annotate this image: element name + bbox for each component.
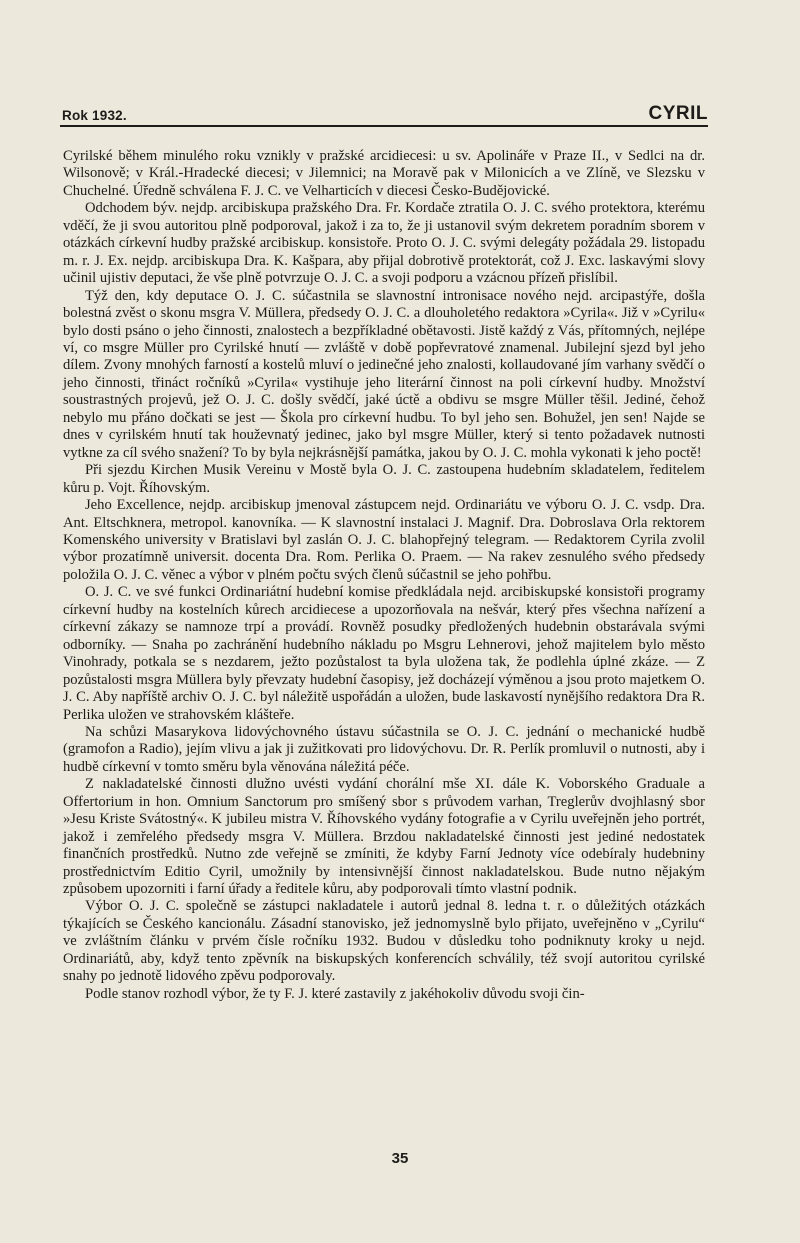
paragraph: Při sjezdu Kirchen Musik Vereinu v Mostě byla O. J. C. zastoupena hudebním skladatelem, ředitelem kůru p. Vojt. Říhovským. xyxy=(63,462,705,496)
paragraph: Výbor O. J. C. společně se zástupci nakladatele i autorů jednal 8. ledna t. r. o důležitých otázkách týkajících se Českého kancionálu. Zásadní stanovisko, jež jednomyslně bylo přijato, uveřejněno v „Cyrilu“ ve zvláštním článku v prvém čísle ročníku 1932. Budou v důsledku toho podniknuty kroky u nejd. Ordinariátů, aby, když tento zpěvník na biskupských konferencích schválily, též svojí autoritou cyrilské snahy po jednotě lidového zpěvu podporovaly. xyxy=(63,898,705,985)
running-header xyxy=(60,103,708,129)
paragraph: O. J. C. ve své funkci Ordinariátní hudební komise předkládala nejd. arcibiskupské konsistoři programy církevní hudby na kostelních kůrech arcidiecese a upozorňovala na nešvár, který přes všechna nařízení a církevní zákazy se namnoze trpí a provádí. Rovněž posudky předložených hudebnin obstarávala svými odborníky. — Snaha po zachránění hudebního nákladu po Msgru Lehnerovi, jehož majitelem bylo město Vinohrady, potkala se s nezdarem, ježto pozůstalost ta byla uložena tak, že podlehla úplné zkáze. — Z pozůstalosti msgra Müllera byly převzaty hudební časopisy, jež docházejí výměnou a jsou proto majetkem O. J. C. Aby napříště archiv O. J. C. byl náležitě uspořádán a uložen, bude laskavostí nynějšího redaktora Dra R. Perlika uložen ve strahovském klášteře. xyxy=(63,584,705,723)
paragraph: Jeho Excellence, nejdp. arcibiskup jmenoval zástupcem nejd. Ordinariátu ve výboru O. J. C. vsdp. Dra. Ant. Eltschknera, metropol. kanovníka. — K slavnostní instalaci J. Magnif. Dra. Dobroslava Orla rektorem Komenského university v Bratislavi byl zaslán O. J. C. blahopřejný telegram. — Redaktorem Cyrila zvolil výbor prozatímně universit. docenta Dra. Rom. Perlika O. Praem. — Na rakev zesnulého svého předsedy položila O. J. C. věnec a výbor v plném počtu svých členů súčastnil se jeho pohřbu. xyxy=(63,497,705,583)
paragraph: Podle stanov rozhodl výbor, že ty F. J. které zastavily z jakéhokoliv důvodu svoji čin- xyxy=(85,985,585,1002)
paragraph: Týž den, kdy deputace O. J. C. súčastnila se slavnostní intronisace nového nejd. arcipastýře, došla bolestná zvěst o skonu msgra V. Müllera, předsedy O. J. C. a dlouholetého redaktora »Cyrila«. Již v »Cyrilu« bylo dosti psáno o jeho činnosti, znalostech a bezpříkladné obětavosti. Jistě každý z Vás, přítomných, nejlépe ví, co msgre Müller pro Cyrilské hnutí — zvláště v době popřevratové znamenal. Jubilejní sjezd byl jeho dílem. Zvony mnohých farností a kostelů mluví o jedinečné jeho znalosti, kollaudované jím varhany svědčí o jeho činnosti, třináct ročníků »Cyrila« vystihuje jeho literární činnost na poli církevní hudby. Množství soustrastných projevů, jež O. J. C. došly svědčí, jaké úctě a obdivu se msgre Müller těšil. Jediné, čehož nebylo mu přáno dočkati se jest — Škola pro církevní hudbu. To byl jeho sen. Bohužel, jen sen! Najde se dnes v cyrilském hnutí tak houževnatý jedinec, jako byl msgre Müller, který si tento požadavek nutnosti vytkne za cíl svého snažení? To by byla nejkrásnější památka, jakou by O. J. C. mohla vykonati k jeho poctě! xyxy=(63,287,705,461)
header-rule xyxy=(60,125,708,127)
header-year: Rok 1932. xyxy=(62,108,127,123)
paragraph: Na schůzi Masarykova lidovýchovného ústavu súčastnila se O. J. C. jednání o mechanické hudbě (gramofon a Radio), jejím vlivu a jak ji zužitkovati pro lidovýchovu. Dr. R. Perlík promluvil o nutnosti, aby i hudbě církevní v tomto směru byla věnována náležitá péče. xyxy=(63,723,705,775)
journal-title: CYRIL xyxy=(648,103,708,124)
page-number: 35 xyxy=(391,1150,409,1167)
paragraph: Z nakladatelské činnosti dlužno uvésti vydání chorální mše XI. dále K. Voborského Graduale a Offertorium in hon. Omnium Sanctorum pro smíšený sbor s průvodem varhan, Treglerův dvojhlasný sbor »Jesu Kriste Svátostný«. K jubileu mistra V. Říhovského vydány fotografie a v Cyrilu uveřejněn jeho portrét, jakož i zemřelého předsedy msgra V. Müllera. Brzdou nakladatelské činnosti jest jediné nedostatek finančních prostředků. Nutno zde veřejně se zmíniti, že kdyby Farní Jednoty více odebíraly hudebniny prostřednictvím Editio Cyril, umožnily by intensivnější činnost nakladatelskou. Bude nutno nějakým způsobem upozorniti i farní úřady a ředitele kůru, aby podporovali tímto vlastní podnik. xyxy=(63,776,705,898)
paragraph: Cyrilské během minulého roku vznikly v pražské arcidiecesi: u sv. Apolináře v Praze II., v Sedlci na dr. Wilsonově; v Král.-Hradecké diecesi; v Jilemnici; na Moravě pak v Milonicích a ve Zlíně, ve Slezsku v Chuchelné. Úředně schválena F. J. C. ve Velharticích v diecesi Česko-Budějovické. xyxy=(63,148,705,199)
paragraph: Odchodem býv. nejdp. arcibiskupa pražského Dra. Fr. Kordače ztratila O. J. C. svého protektora, kterému vděčí, že ji svou autoritou plně podporoval, jakož i za to, že ji ustanovil svým dekretem poradním sborem v otázkách církevní hudby pražské arcibiskup. konsistoře. Proto O. J. C. svými delegáty požádala 29. listopadu m. r. J. Ex. nejdp. arcibiskupa Dra. K. Kašpara, aby přijal dobrotivě protektorát, což J. Exc. laskavými slovy učinil ujistiv deputaci, že vše plně potvrzuje O. J. C. a svoji podporu a vzácnou přízeň přislíbil. xyxy=(63,200,705,287)
article-body xyxy=(63,148,705,1003)
